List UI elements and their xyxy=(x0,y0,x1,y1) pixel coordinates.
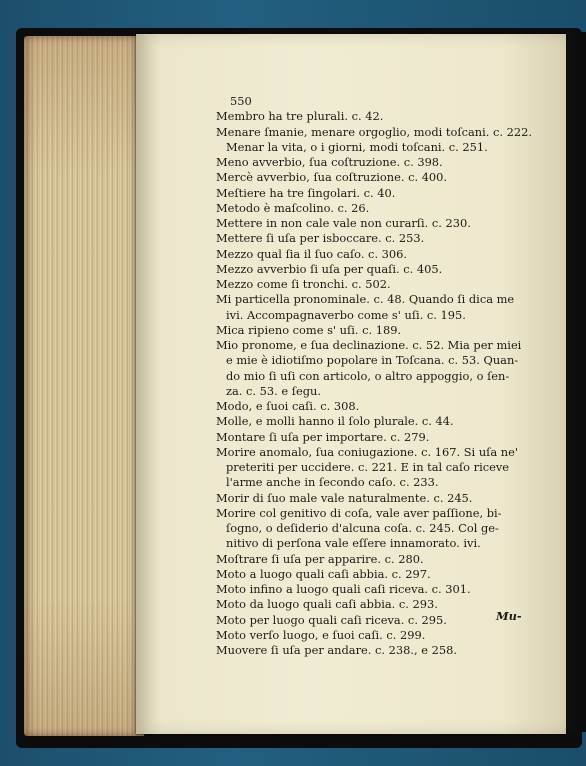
index-line: Molle, e molli hanno il ſolo plurale. c. 44. xyxy=(216,414,454,429)
index-line: Moſtrare ſi uſa per apparire. c. 280. xyxy=(216,551,424,566)
index-line: Mettere ſi uſa per isboccare. c. 253. xyxy=(216,231,425,246)
index-line: Mi particella pronominale. c. 48. Quando ſi dica me xyxy=(216,292,515,307)
index-line: Mezzo come ſi tronchi. c. 502. xyxy=(216,277,391,291)
index-line: e mie è idiotiſmo popolare in Toſcana. c. 53. Quan- xyxy=(226,353,519,368)
index-line: ſogno, o deſiderio d'alcuna coſa. c. 245. Col ge- xyxy=(226,521,499,535)
index-line: nitivo di perſona vale eſſere innamorato. ivi. xyxy=(226,536,481,551)
index-line: Meſtiere ha tre ſingolari. c. 40. xyxy=(216,185,396,200)
index-line: Morir di ſuo male vale naturalmente. c. 245. xyxy=(216,490,473,505)
index-line: Moto infino a luogo quali caſi riceva. c. 301. xyxy=(216,582,471,596)
index-line: Mezzo avverbio ſi uſa per quaſi. c. 405. xyxy=(216,261,443,276)
index-line: Mica ripieno come s' uſi. c. 189. xyxy=(216,322,402,337)
index-line: Membro ha tre plurali. c. 42. xyxy=(216,109,384,124)
index-line: Morire anomalo, ſua coniugazione. c. 167. Si uſa ne' xyxy=(216,444,518,459)
index-line: ivi. Accompagnaverbo come s' uſi. c. 195. xyxy=(226,307,466,322)
index-line: do mio ſi uſi con articolo, o altro appoggio, o ſen- xyxy=(226,368,510,383)
index-line: Mettere in non cale vale non curarſi. c. 230. xyxy=(216,216,471,230)
index-line: Menare ſmanie, menare orgoglio, modi toſcani. c. 222. xyxy=(216,124,532,139)
index-line: za. c. 53. e ſegu. xyxy=(226,383,321,398)
index-line: l'arme anche in ſecondo caſo. c. 233. xyxy=(226,475,439,490)
index-line: Muovere ſi uſa per andare. c. 238., e 258. xyxy=(216,643,457,657)
index-line: Mezzo qual ſia il ſuo caſo. c. 306. xyxy=(216,246,408,261)
index-line: Meno avverbio, ſua coſtruzione. c. 398. xyxy=(216,155,443,169)
index-line: Moto per luogo quali caſi riceva. c. 295. xyxy=(216,612,447,627)
index-line: Mio pronome, e ſua declinazione. c. 52. Mia per miei xyxy=(216,338,522,352)
index-line: preteriti per uccidere. c. 221. E in tal caſo riceve xyxy=(226,460,510,474)
index-text xyxy=(216,94,556,658)
index-line: Morire col genitivo di coſa, vale aver paſſione, bi- xyxy=(216,505,502,520)
index-line: Metodo è maſcolino. c. 26. xyxy=(216,200,370,215)
book-cover-right xyxy=(566,32,586,732)
page-number: 550 xyxy=(230,94,252,108)
index-line: Moto da luogo quali caſi abbia. c. 293. xyxy=(216,597,438,612)
index-line: Moto a luogo quali caſi abbia. c. 297. xyxy=(216,566,431,581)
index-line: Moto verſo luogo, e ſuoi caſi. c. 299. xyxy=(216,627,426,642)
index-line: Menar la vita, o i giorni, modi toſcani. c. 251. xyxy=(226,139,488,154)
book-page-edges xyxy=(24,36,144,736)
index-line: Modo, e ſuoi caſi. c. 308. xyxy=(216,399,360,413)
book-page xyxy=(136,34,566,734)
index-line: Mercè avverbio, ſua coſtruzione. c. 400. xyxy=(216,170,448,185)
index-line: Montare ſi uſa per importare. c. 279. xyxy=(216,429,430,444)
catchword: Mu- xyxy=(496,609,522,623)
